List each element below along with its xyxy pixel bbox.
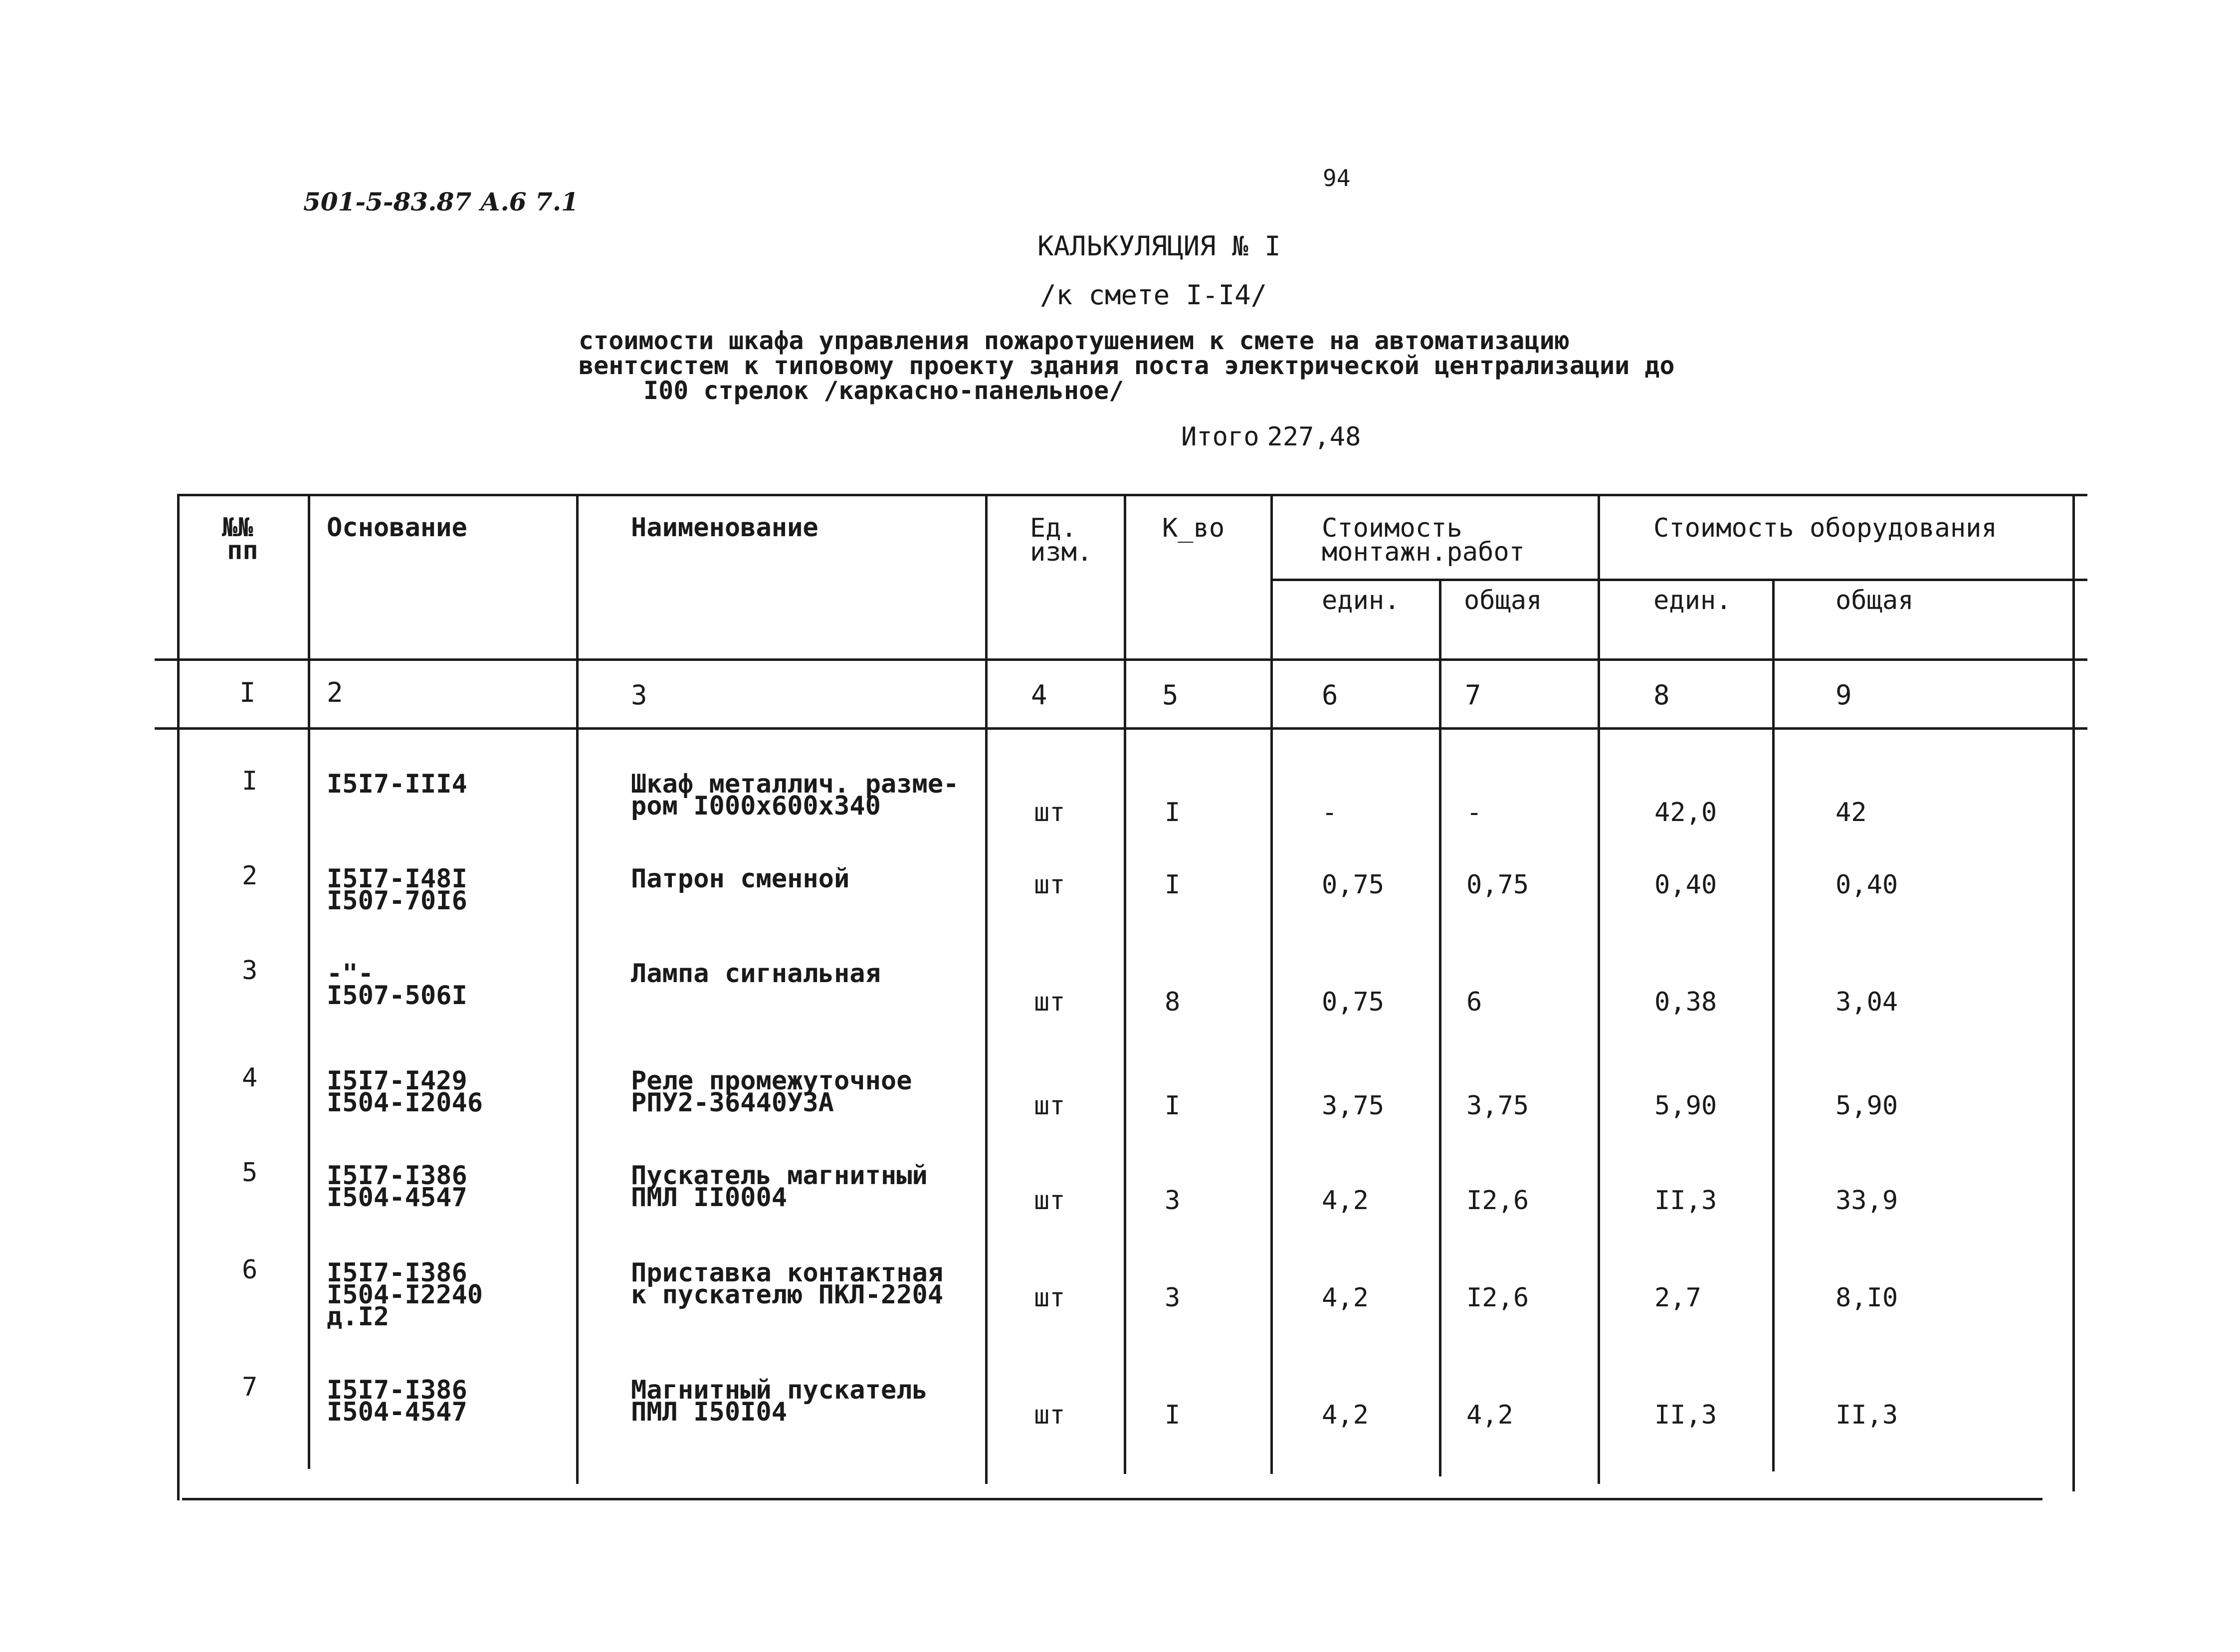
cell-eq-total: 33,9 xyxy=(1835,1186,1898,1216)
cell-n: 6 xyxy=(242,1255,258,1285)
cell-line: Реле промежуточное xyxy=(631,1066,912,1096)
cell-line: I5I7-I429 xyxy=(327,1066,467,1096)
header-unit-line: изм. xyxy=(1030,537,1093,567)
header-bottom-border xyxy=(155,658,2087,661)
cell-unit: шт xyxy=(1034,798,1065,827)
cell-inst-total: 6 xyxy=(1466,987,1482,1017)
cell-n: 2 xyxy=(242,861,258,891)
cell-eq-unit: 0,38 xyxy=(1654,987,1717,1017)
total-label: Итого xyxy=(1181,422,1259,452)
cell-line: Пускатель магнитный xyxy=(631,1161,928,1191)
description-line: стоимости шкафа управления пожаротушением к смете на автоматизацию xyxy=(579,326,1570,355)
cell-eq-total: 42 xyxy=(1835,798,1867,827)
cell-inst-unit: 4,2 xyxy=(1322,1400,1369,1430)
cell-name xyxy=(631,769,959,821)
cell-unit: шт xyxy=(1034,870,1065,900)
cell-inst-total: 0,75 xyxy=(1466,870,1529,900)
cell-inst-unit: 3,75 xyxy=(1322,1091,1385,1121)
cell-eq-unit: 42,0 xyxy=(1654,798,1717,827)
cell-qty: 3 xyxy=(1165,1283,1181,1313)
header-equip-total: общая xyxy=(1835,586,1914,616)
cell-eq-total: II,3 xyxy=(1835,1400,1898,1430)
cell-line: РПУ2-36440У3А xyxy=(631,1088,834,1118)
cell-qty: I xyxy=(1165,1400,1181,1430)
cell-eq-total: 8,I0 xyxy=(1835,1283,1898,1313)
total-value: 227,48 xyxy=(1267,422,1361,452)
header-unit xyxy=(1030,513,1093,567)
cell-unit: шт xyxy=(1034,1400,1065,1430)
cell-line: Шкаф металлич. разме- xyxy=(631,769,959,799)
cell-line: Магнитный пускатель xyxy=(631,1375,928,1405)
cell-inst-total: 3,75 xyxy=(1466,1091,1529,1121)
document-subtitle: /к смете I-I4/ xyxy=(1040,279,1267,311)
cell-line: ром I000x600x340 xyxy=(631,791,881,821)
cell-unit: шт xyxy=(1034,1091,1065,1121)
cell-line: Патрон сменной xyxy=(631,864,850,894)
cell-line: ПМЛ II0004 xyxy=(631,1183,788,1213)
cell-basis xyxy=(327,1066,483,1118)
column-number: 9 xyxy=(1835,679,1852,711)
cell-n: 3 xyxy=(242,956,258,986)
cell-n: 5 xyxy=(242,1158,258,1188)
header-name: Наименование xyxy=(631,513,818,543)
header-num-line: пп xyxy=(227,536,258,566)
column-number: I xyxy=(239,677,256,708)
cell-unit: шт xyxy=(1034,1283,1065,1313)
cell-unit: шт xyxy=(1034,987,1065,1017)
cell-inst-total: I2,6 xyxy=(1466,1186,1529,1216)
document-description xyxy=(579,328,1675,403)
column-divider xyxy=(1124,494,1126,1474)
column-number: 8 xyxy=(1653,679,1670,711)
cell-inst-total: I2,6 xyxy=(1466,1283,1529,1313)
cell-name xyxy=(631,959,881,989)
header-install-line: Стоимость xyxy=(1322,513,1462,543)
header-install-total: общая xyxy=(1464,586,1542,616)
cell-line: I5I7-I386 xyxy=(327,1375,467,1405)
cell-eq-unit: II,3 xyxy=(1654,1400,1717,1430)
cell-name xyxy=(631,1161,928,1213)
cell-line: I5I7-III4 xyxy=(327,769,467,799)
cell-unit: шт xyxy=(1034,1186,1065,1216)
cell-qty: 8 xyxy=(1165,987,1181,1017)
cell-basis xyxy=(327,864,467,916)
cell-eq-total: 3,04 xyxy=(1835,987,1898,1017)
cell-name xyxy=(631,1258,944,1310)
cell-basis xyxy=(327,769,467,799)
cell-eq-unit: 2,7 xyxy=(1654,1283,1701,1313)
cell-inst-unit: 4,2 xyxy=(1322,1186,1369,1216)
cell-inst-unit: - xyxy=(1322,798,1338,827)
subheader-divider xyxy=(1272,579,2087,581)
cell-eq-total: 0,40 xyxy=(1835,870,1898,900)
cell-qty: I xyxy=(1165,870,1181,900)
cell-eq-unit: 0,40 xyxy=(1654,870,1717,900)
cell-line: I504-I2046 xyxy=(327,1088,483,1118)
column-divider xyxy=(1598,494,1600,1484)
header-qty: К_во xyxy=(1162,513,1225,543)
cell-line: I5I7-I386 xyxy=(327,1161,467,1191)
column-divider xyxy=(1439,579,1441,1476)
column-number: 7 xyxy=(1465,679,1481,711)
cell-inst-unit: 0,75 xyxy=(1322,987,1385,1017)
cell-eq-unit: 5,90 xyxy=(1654,1091,1717,1121)
cell-inst-total: 4,2 xyxy=(1466,1400,1513,1430)
description-line: вентсистем к типовому проекту здания поста электрической централизации до xyxy=(579,351,1675,380)
header-equip-unit: един. xyxy=(1653,586,1732,616)
cell-line: I5I7-I48I xyxy=(327,864,467,894)
cell-inst-unit: 0,75 xyxy=(1322,870,1385,900)
column-divider xyxy=(985,494,988,1484)
header-basis: Основание xyxy=(327,513,467,543)
cell-inst-unit: 4,2 xyxy=(1322,1283,1369,1313)
cell-line: I507-506I xyxy=(327,981,467,1011)
cell-line: к пускателю ПКЛ-2204 xyxy=(631,1280,944,1310)
cell-line: I504-4547 xyxy=(327,1183,467,1213)
cell-n: I xyxy=(242,766,258,796)
cell-inst-total: - xyxy=(1466,798,1482,827)
cell-line: I507-70I6 xyxy=(327,886,467,916)
column-number: 2 xyxy=(327,677,343,708)
cell-name xyxy=(631,1066,912,1118)
total-line xyxy=(1181,422,1361,452)
column-divider xyxy=(1270,494,1273,1474)
cell-line: -"- xyxy=(327,959,374,989)
column-number: 5 xyxy=(1162,679,1179,711)
table-top-border xyxy=(177,494,2087,496)
cell-line: I504-I2240 xyxy=(327,1280,483,1310)
header-unit-line: Ед. xyxy=(1030,513,1077,543)
header-equipment-cost: Стоимость оборудования xyxy=(1653,513,1997,543)
table-bottom-border xyxy=(182,1498,2042,1500)
cell-line: Лампа сигнальная xyxy=(631,959,881,989)
table-left-border xyxy=(177,494,180,1500)
cell-eq-unit: II,3 xyxy=(1654,1186,1717,1216)
cell-line: I504-4547 xyxy=(327,1397,467,1427)
column-divider xyxy=(1772,581,1775,1471)
cell-qty: I xyxy=(1165,798,1181,827)
column-number: 3 xyxy=(631,679,647,711)
cell-qty: 3 xyxy=(1165,1186,1181,1216)
table-right-border xyxy=(2072,494,2075,1491)
cell-basis xyxy=(327,1258,483,1332)
column-divider xyxy=(576,494,579,1484)
header-install-line: монтажн.работ xyxy=(1322,537,1525,567)
cell-name xyxy=(631,1375,928,1427)
cell-name xyxy=(631,864,850,894)
column-numbers-bottom-border xyxy=(155,727,2087,730)
cell-eq-total: 5,90 xyxy=(1835,1091,1898,1121)
column-number: 4 xyxy=(1031,679,1047,711)
cell-line: I5I7-I386 xyxy=(327,1258,467,1288)
cell-basis xyxy=(327,959,467,1011)
header-num-line: №№ xyxy=(222,513,253,543)
cell-line: д.I2 xyxy=(327,1302,390,1332)
cell-line: Приставка контактная xyxy=(631,1258,944,1288)
description-line: I00 стрелок /каркасно-панельное/ xyxy=(643,376,1124,405)
document-code: 501-5-83.87 А.6 7.1 xyxy=(303,187,579,216)
cell-line: ПМЛ I50I04 xyxy=(631,1397,788,1427)
cell-n: 7 xyxy=(242,1372,258,1402)
column-number: 6 xyxy=(1322,679,1338,711)
column-divider xyxy=(308,494,310,1469)
header-install-cost xyxy=(1322,513,1525,567)
document-title: КАЛЬКУЛЯЦИЯ № I xyxy=(1037,230,1281,262)
page-number: 94 xyxy=(1323,165,1351,192)
cell-basis xyxy=(327,1375,467,1427)
cell-n: 4 xyxy=(242,1063,258,1093)
cell-basis xyxy=(327,1161,467,1213)
cell-qty: I xyxy=(1165,1091,1181,1121)
header-install-unit: един. xyxy=(1322,586,1400,616)
calculation-table xyxy=(177,494,2087,1501)
